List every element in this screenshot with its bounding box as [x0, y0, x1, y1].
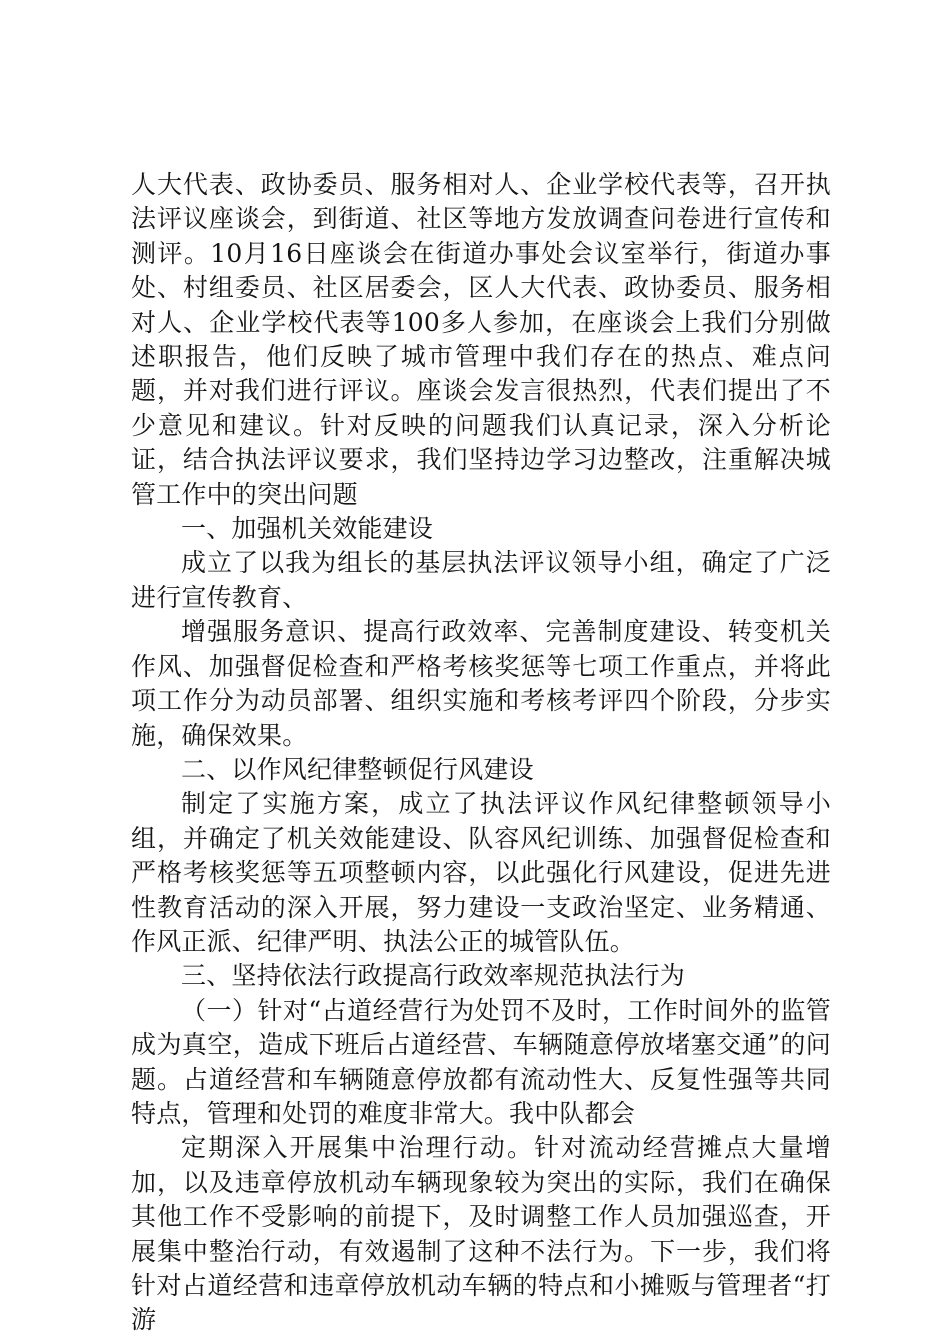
paragraph-section-3-a: （一）针对“占道经营行为处罚不及时，工作时间外的监管成为真空，造成下班后占道经营、车辆随意停放堵塞交通”的问题。占道经营和车辆随意停放都有流动性大、反复性强等共同特点，管理和处罚的难度非常大。我中队都会 — [131, 995, 831, 1128]
section-heading-2: 二、以作风纪律整顿促行风建设 — [181, 754, 534, 784]
section-heading-3: 三、坚持依法行政提高行政效率规范执法行为 — [181, 961, 686, 991]
paragraph-section-2: 制定了实施方案，成立了执法评议作风纪律整顿领导小组，并确定了机关效能建设、队容风纪训练、加强督促检查和严格考核奖惩等五项整顿内容，以此强化行风建设，促进先进性教育活动的深入开展，努力建设一支政治坚定、业务精通、作风正派、纪律严明、执法公正的城管队伍。 — [131, 789, 831, 956]
paragraph-section-3-b: 定期深入开展集中治理行动。针对流动经营摊点大量增加，以及违章停放机动车辆现象较为突出的实际，我们在确保其他工作不受影响的前提下，及时调整工作人员加强巡查，开展集中整治行动，有效遏制了这种不法行为。下一步，我们将针对占道经营和违章停放机动车辆的特点和小摊贩与管理者“打游 — [131, 1133, 831, 1335]
section-heading-1: 一、加强机关效能建设 — [181, 514, 434, 544]
paragraph-section-1-a: 成立了以我为组长的基层执法评议领导小组，确定了广泛进行宣传教育、 — [131, 548, 831, 612]
paragraph-section-1-b: 增强服务意识、提高行政效率、完善制度建设、转变机关作风、加强督促检查和严格考核奖惩等七项工作重点，并将此项工作分为动员部署、组织实施和考核考评四个阶段，分步实施，确保效果。 — [131, 617, 831, 750]
paragraph-intro: 人大代表、政协委员、服务相对人、企业学校代表等，召开执法评议座谈会，到街道、社区等地方发放调查问卷进行宣传和测评。10月16日座谈会在街道办事处会议室举行，街道办事处、村组委员、社区居委会，区人大代表、政协委员、服务相对人、企业学校代表等100多人参加，在座谈会上我们分别做述职报告，他们反映了城市管理中我们存在的热点、难点问题，并对我们进行评议。座谈会发言很热烈，代表们提出了不少意见和建议。针对反映的问题我们认真记录，深入分析论证，结合执法评议要求，我们坚持边学习边整改，注重解决城管工作中的突出问题 — [131, 170, 831, 509]
document-body — [131, 168, 831, 1338]
